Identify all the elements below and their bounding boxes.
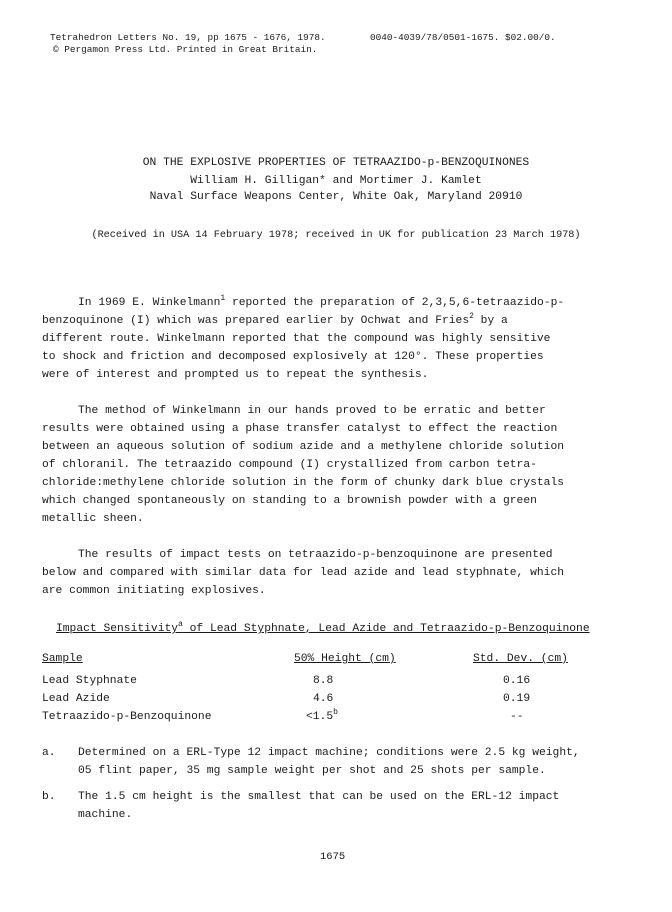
paragraph-line: metallic sheen. (42, 513, 144, 525)
footnote-mark: b (333, 708, 338, 717)
page-number: 1675 (320, 851, 346, 863)
journal-citation (50, 32, 326, 44)
paragraph-line: to shock and friction and decomposed explosively at 120°. These properties (42, 351, 544, 363)
footnote-b-label: b. (42, 791, 56, 803)
price-text: $02.00/0. (505, 32, 556, 43)
column-header-height: 50% Height (cm) (294, 653, 396, 665)
paragraph-line: between an aqueous solution of sodium azide and a methylene chloride solution (42, 441, 565, 453)
footnote-b-text: The 1.5 cm height is the smallest that can be used on the ERL-12 impact (78, 791, 560, 803)
paragraph-2 (42, 402, 632, 528)
paragraph-line: are common initiating explosives. (42, 585, 266, 597)
paragraph-line: below and compared with similar data for lead azide and lead styphnate, which (42, 567, 565, 579)
citation-text: Tetrahedron Letters No. 19, pp 1675 - 1676, 1978. (50, 32, 326, 43)
footnote-a-text: 05 flint paper, 35 mg sample weight per shot and 25 shots per sample. (78, 765, 546, 777)
paragraph-line: of chloranil. The tetraazido compound (I) crystallized from carbon tetra- (42, 459, 537, 471)
std-dev-cell: -- (510, 711, 524, 723)
column-header-sample: Sample (42, 653, 83, 665)
paragraph-line: which changed spontaneously on standing to a brownish powder with a green (42, 495, 537, 507)
table-caption: Impact Sensitivity$^a$ of Lead Styphnate, Lead Azide and Tetraazido-p-Benzoquinone (56, 620, 590, 635)
sample-cell: Lead Azide (42, 693, 110, 705)
received-line: (Received in USA 14 February 1978; received in UK for publication 23 March 1978) (91, 230, 581, 241)
height-cell: <1.5$^b$ (306, 708, 338, 723)
sample-cell: Tetraazido-p-Benzoquinone (42, 711, 212, 723)
issn-code (370, 32, 556, 44)
affiliation-line: Naval Surface Weapons Center, White Oak, Maryland 20910 (149, 191, 523, 203)
std-dev-cell: 0.16 (503, 675, 531, 687)
paragraph-line: chloride:methylene chloride solution in the form of chunky dark blue crystals (42, 477, 565, 489)
paragraph-line: different route. Winkelmann reported that the compound was highly sensitive (42, 333, 551, 345)
paragraph-line: were of interest and prompted us to repeat the synthesis. (42, 369, 429, 381)
publisher-line: © Pergamon Press Ltd. Printed in Great Britain. (53, 44, 318, 55)
paragraph-3 (42, 546, 632, 600)
paragraph-line: results were obtained using a phase transfer catalyst to effect the reaction (42, 423, 558, 435)
height-cell: 8.8 (313, 675, 334, 687)
paper-title: ON THE EXPLOSIVE PROPERTIES OF TETRAAZIDO-p-BENZOQUINONES (142, 157, 530, 169)
footnote-a-label: a. (42, 747, 56, 759)
paragraph-line: benzoquinone (I) which was prepared earlier by Ochwat and Fries$^2$ by a (42, 312, 508, 327)
paragraph-line: The results of impact tests on tetraazido-p-benzoquinone are presented (78, 549, 553, 561)
sample-cell: Lead Styphnate (42, 675, 137, 687)
author-line: William H. Gilligan* and Mortimer J. Kamlet (190, 175, 482, 187)
footnote-b-text: machine. (78, 809, 133, 821)
footnote-a-text: Determined on a ERL-Type 12 impact machine; conditions were 2.5 kg weight, (78, 747, 580, 759)
footnote-mark: a (178, 620, 183, 629)
issn-text: 0040-4039/78/0501-1675. (370, 32, 500, 43)
reference-mark: 2 (469, 312, 474, 321)
paragraph-1 (42, 294, 632, 384)
paragraph-line: The method of Winkelmann in our hands proved to be erratic and better (78, 405, 546, 417)
reference-mark: 1 (220, 294, 226, 303)
paragraph-line: In 1969 E. Winkelmann$^1$ reported the preparation of 2,3,5,6-tetraazido-p- (78, 294, 565, 309)
column-header-std-dev: Std. Dev. (cm) (473, 653, 568, 665)
height-cell: 4.6 (313, 693, 334, 705)
std-dev-cell: 0.19 (503, 693, 531, 705)
